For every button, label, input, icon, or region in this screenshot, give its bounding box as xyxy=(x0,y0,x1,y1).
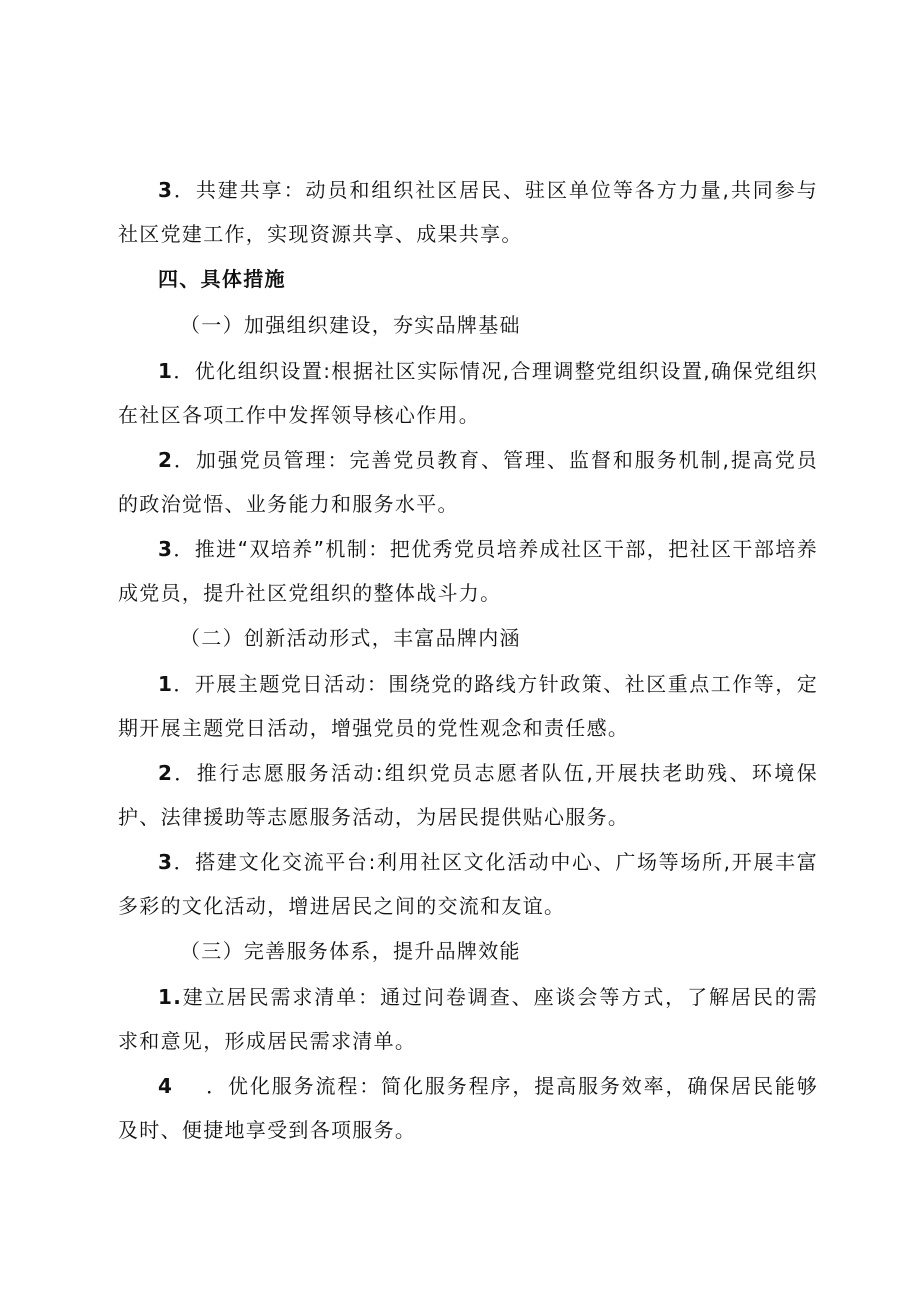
item-number: 2 xyxy=(158,448,174,472)
item-number: 1 xyxy=(158,359,174,383)
subheading-service-system: （三）完善服务体系，提升品牌效能 xyxy=(180,939,521,963)
paragraph-text: ．推进“双培养”机制：把优秀党员培养成社区干部，把社区干部培养成党员，提升社区党组织的整体战斗力。 xyxy=(118,537,818,605)
paragraph-member-management xyxy=(118,438,818,526)
paragraph-needs-list xyxy=(118,975,818,1063)
document-page xyxy=(118,168,818,1153)
section-heading-measures: 四、具体措施 xyxy=(158,267,286,291)
paragraph-text: ．优化服务流程：简化服务程序，提高服务效率，确保居民能够及时、便捷地享受到各项服务。 xyxy=(118,1074,818,1142)
subheading-organization: （一）加强组织建设，夯实品牌基础 xyxy=(180,313,521,337)
paragraph-cobuild-share xyxy=(118,168,818,256)
paragraph-text: ．开展主题党日活动：围绕党的路线方针政策、社区重点工作等，定期开展主题党日活动，增强党员的党性观念和责任感。 xyxy=(118,672,818,740)
subheading-activities: （二）创新活动形式，丰富品牌内涵 xyxy=(180,626,521,650)
paragraph-volunteer-service xyxy=(118,751,818,839)
item-number: 3 xyxy=(158,537,174,561)
paragraph-text: ．推行志愿服务活动:组织党员志愿者队伍,开展扶老助残、环境保护、法律援助等志愿服务活动，为居民提供贴心服务。 xyxy=(118,761,818,829)
paragraph-double-training xyxy=(118,527,818,615)
item-number: 1 xyxy=(158,672,174,696)
item-number: 3 xyxy=(158,850,174,874)
item-number: 1. xyxy=(158,985,183,1009)
paragraph-text: ．优化组织设置:根据社区实际情况,合理调整党组织设置,确保党组织在社区各项工作中发挥领导核心作用。 xyxy=(118,359,818,427)
paragraph-culture-platform xyxy=(118,840,818,928)
paragraph-service-process xyxy=(118,1064,818,1152)
paragraph-text: ．共建共享：动员和组织社区居民、驻区单位等各方力量,共同参与社区党建工作，实现资源共享、成果共享。 xyxy=(118,178,818,246)
paragraph-text: ．加强党员管理：完善党员教育、管理、监督和服务机制,提高党员的政治觉悟、业务能力和服务水平。 xyxy=(118,448,818,516)
item-number: 2 xyxy=(158,761,174,785)
item-number: 3 xyxy=(158,178,174,202)
paragraph-optimize-organization xyxy=(118,349,818,437)
paragraph-text: 建立居民需求清单：通过问卷调查、座谈会等方式，了解居民的需求和意见，形成居民需求清单。 xyxy=(118,985,818,1053)
paragraph-text: ．搭建文化交流平台:利用社区文化活动中心、广场等场所,开展丰富多彩的文化活动，增进居民之间的交流和友谊。 xyxy=(118,850,818,918)
item-number: 4 xyxy=(158,1074,174,1098)
paragraph-theme-party-day xyxy=(118,662,818,750)
